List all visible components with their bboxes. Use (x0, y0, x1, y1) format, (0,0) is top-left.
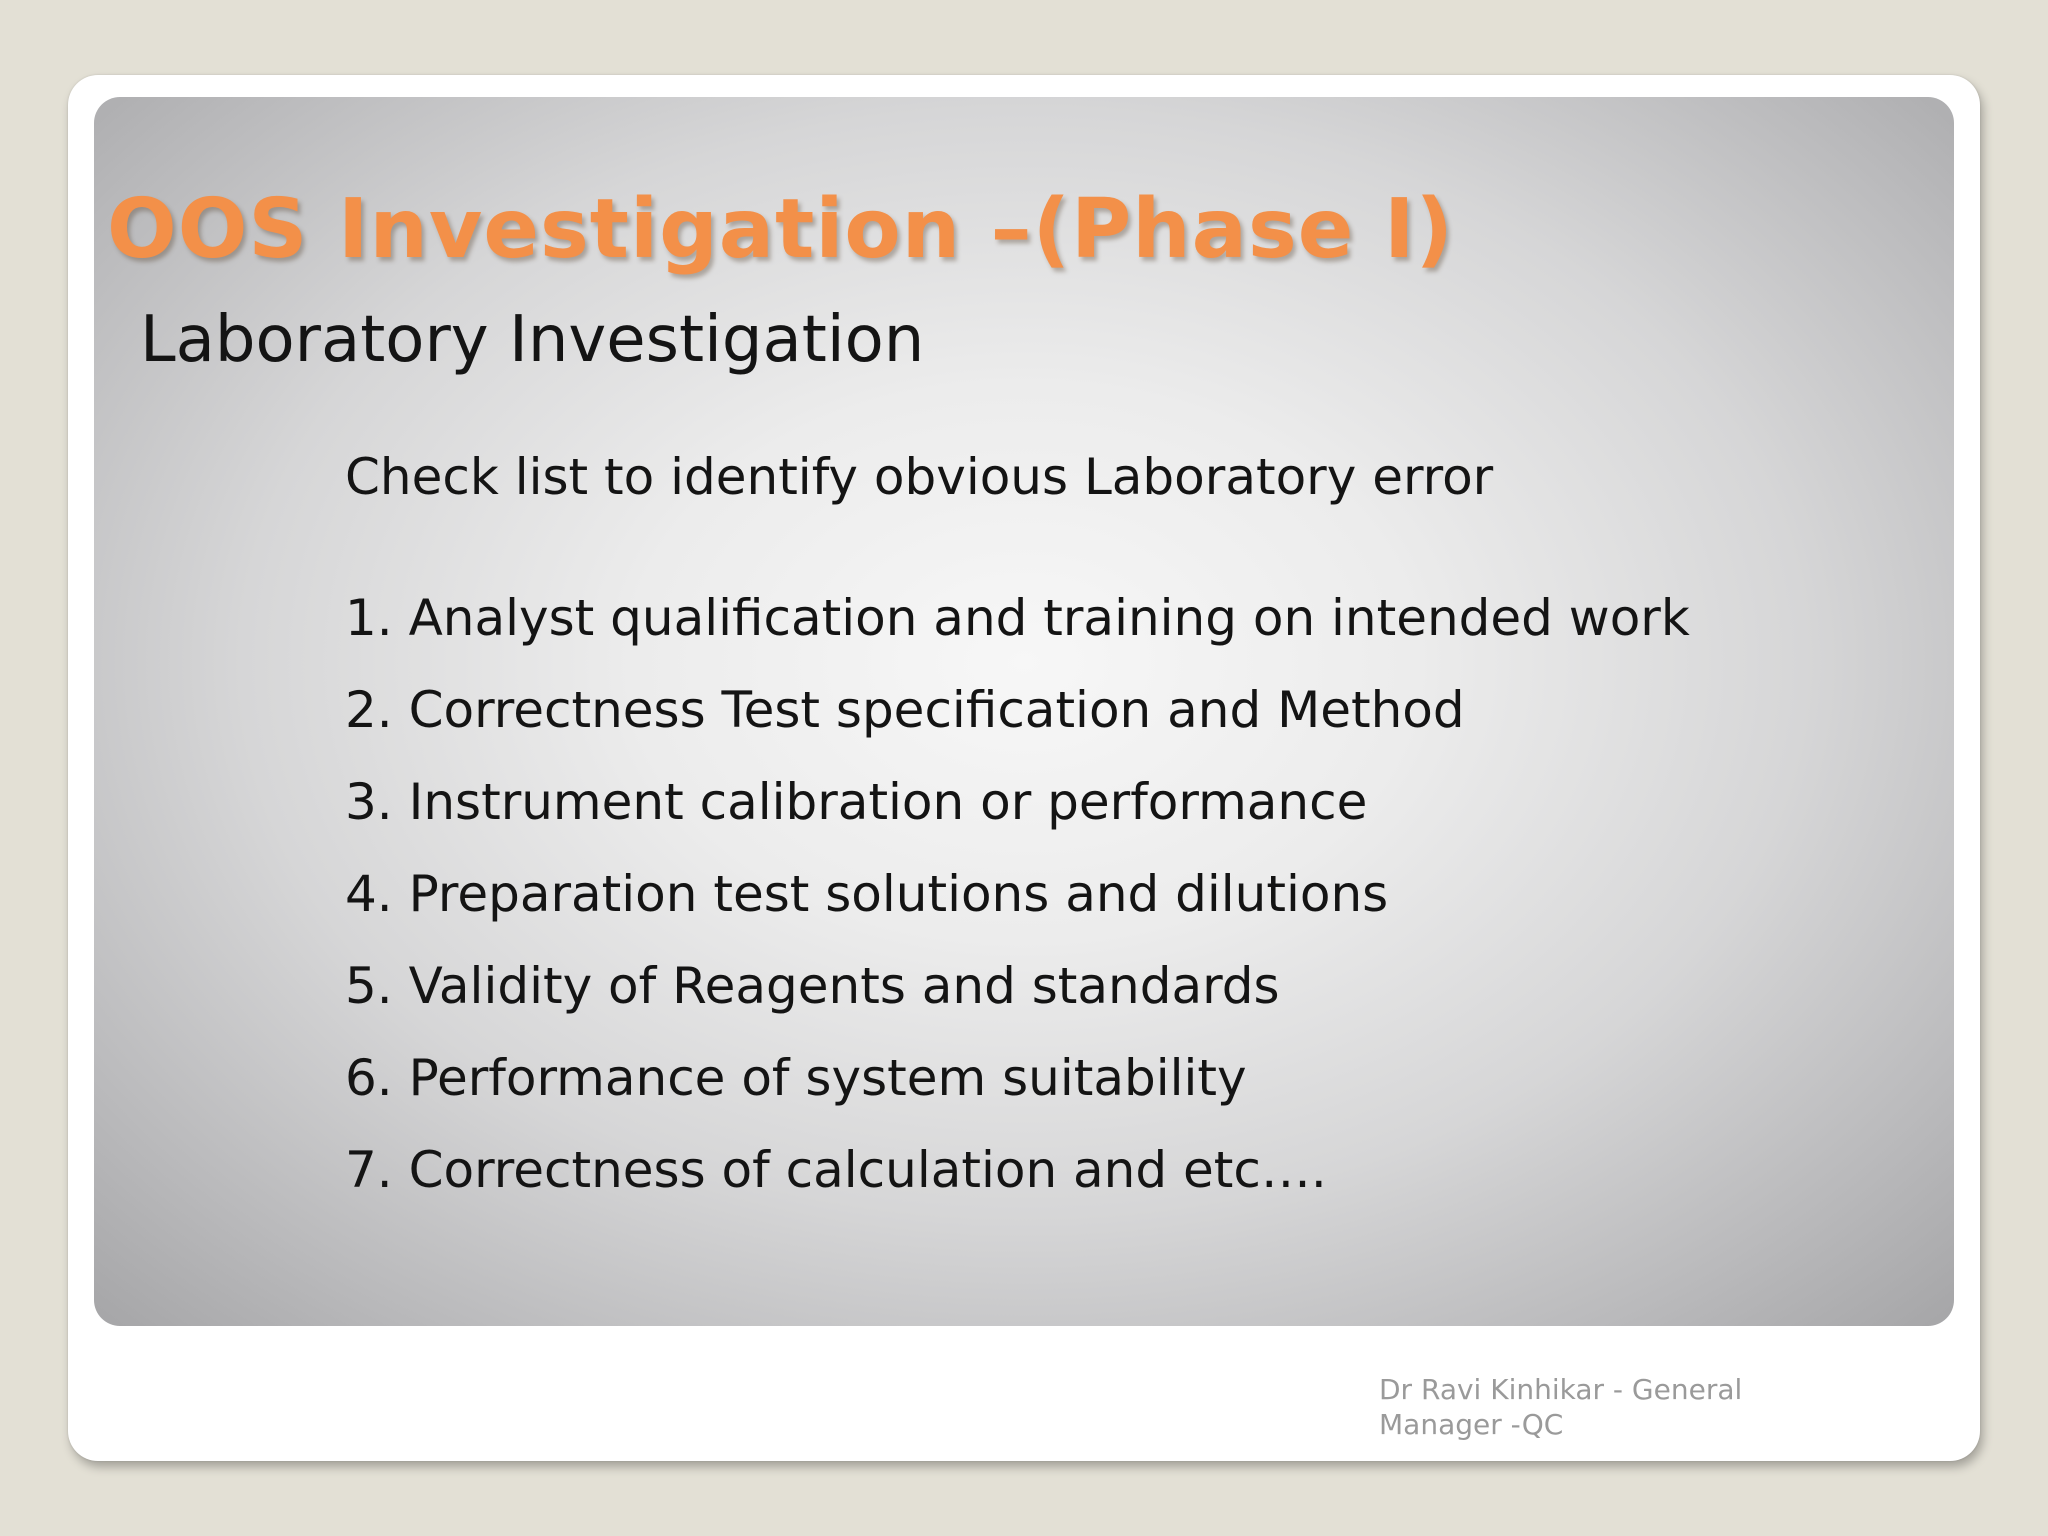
checklist-item: 1. Analyst qualification and training on intended work (345, 589, 1690, 647)
slide-subtitle: Laboratory Investigation (140, 303, 925, 377)
checklist-intro: Check list to identify obvious Laboratory error (345, 448, 1494, 506)
checklist-item: 2. Correctness Test specification and Method (345, 681, 1465, 739)
slide-title: OOS Investigation –(Phase I) (107, 182, 1454, 277)
checklist-item: 3. Instrument calibration or performance (345, 773, 1368, 831)
checklist-item: 4. Preparation test solutions and dilutions (345, 865, 1389, 923)
footer-author: Dr Ravi Kinhikar - General Manager -QC (1379, 1373, 1743, 1441)
checklist-item: 7. Correctness of calculation and etc…. (345, 1141, 1327, 1199)
checklist-item: 5. Validity of Reagents and standards (345, 957, 1280, 1015)
checklist-item: 6. Performance of system suitability (345, 1049, 1247, 1107)
checklist (345, 587, 1690, 1231)
